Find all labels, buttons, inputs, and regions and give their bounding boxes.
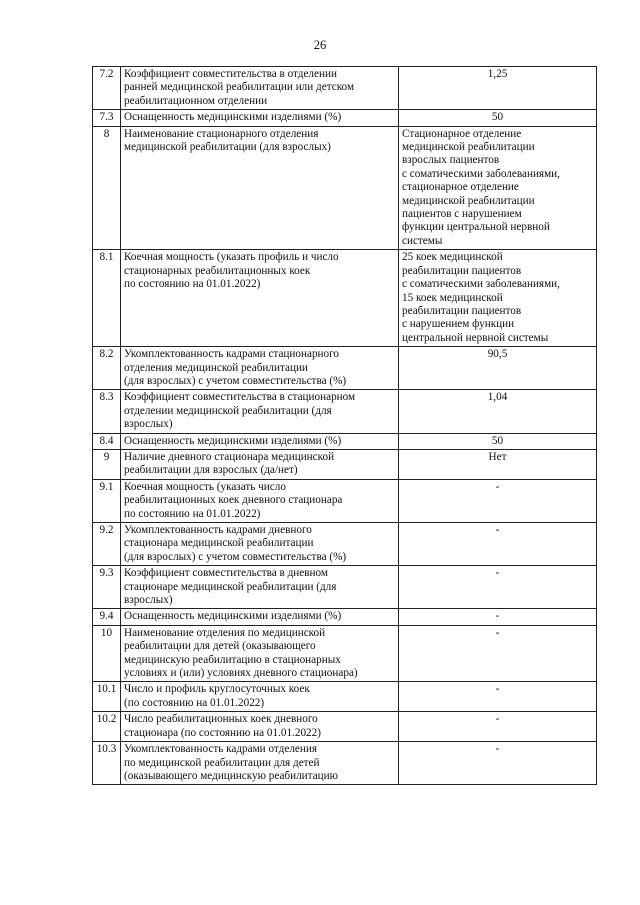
table-row [93, 390, 597, 433]
row-value: - [399, 479, 597, 522]
row-number: 9 [93, 449, 121, 479]
row-number: 10.1 [93, 682, 121, 712]
row-value: Нет [399, 449, 597, 479]
table-row [93, 433, 597, 449]
row-value: 1,04 [399, 390, 597, 433]
row-number: 10 [93, 625, 121, 682]
row-indicator-name: Коэффициент совместительства в стационарном отделении медицинской реабилитации (для взрослых) [121, 390, 399, 433]
row-number: 9.1 [93, 479, 121, 522]
row-value: Стационарное отделение медицинской реабилитации взрослых пациентов с соматическими заболеваниями, стационарное отделение медицинской реабилитации пациентов с нарушением функции центральной нервной системы [399, 126, 597, 250]
table-row [93, 682, 597, 712]
row-indicator-name: Наличие дневного стационара медицинской реабилитации для взрослых (да/нет) [121, 449, 399, 479]
table-row [93, 250, 597, 347]
row-indicator-name: Число и профиль круглосуточных коек (по состоянию на 01.01.2022) [121, 682, 399, 712]
row-value: - [399, 712, 597, 742]
row-number: 7.2 [93, 67, 121, 110]
row-number: 8.4 [93, 433, 121, 449]
row-number: 8.2 [93, 347, 121, 390]
table-row [93, 712, 597, 742]
row-indicator-name: Коечная мощность (указать число реабилитационных коек дневного стационара по состоянию на 01.01.2022) [121, 479, 399, 522]
row-value: - [399, 523, 597, 566]
table-row [93, 742, 597, 785]
row-value: - [399, 742, 597, 785]
row-value: 50 [399, 110, 597, 126]
row-value: - [399, 609, 597, 625]
row-value: 90,5 [399, 347, 597, 390]
row-indicator-name: Оснащенность медицинскими изделиями (%) [121, 110, 399, 126]
row-number: 10.3 [93, 742, 121, 785]
row-indicator-name: Укомплектованность кадрами дневного стационара медицинской реабилитации (для взрослых) с учетом совместительства (%) [121, 523, 399, 566]
row-indicator-name: Оснащенность медицинскими изделиями (%) [121, 433, 399, 449]
row-value: 50 [399, 433, 597, 449]
data-table [92, 66, 597, 785]
row-indicator-name: Укомплектованность кадрами стационарного отделения медицинской реабилитации (для взрослых) с учетом совместительства (%) [121, 347, 399, 390]
row-number: 9.2 [93, 523, 121, 566]
row-number: 8.3 [93, 390, 121, 433]
row-indicator-name: Наименование стационарного отделения медицинской реабилитации (для взрослых) [121, 126, 399, 250]
row-number: 9.3 [93, 566, 121, 609]
table-row [93, 609, 597, 625]
row-value: 25 коек медицинской реабилитации пациентов с соматическими заболеваниями, 15 коек медицинской реабилитации пациентов с нарушением функции центральной нервной системы [399, 250, 597, 347]
table-row [93, 449, 597, 479]
row-value: - [399, 625, 597, 682]
row-number: 7.3 [93, 110, 121, 126]
table-row [93, 566, 597, 609]
row-number: 8 [93, 126, 121, 250]
row-indicator-name: Оснащенность медицинскими изделиями (%) [121, 609, 399, 625]
table-row [93, 479, 597, 522]
row-indicator-name: Число реабилитационных коек дневного стационара (по состоянию на 01.01.2022) [121, 712, 399, 742]
row-indicator-name: Укомплектованность кадрами отделения по медицинской реабилитации для детей (оказывающего медицинскую реабилитацию [121, 742, 399, 785]
row-value: - [399, 566, 597, 609]
row-value: 1,25 [399, 67, 597, 110]
table-body [93, 67, 597, 785]
table-row [93, 126, 597, 250]
table-row [93, 67, 597, 110]
table-row [93, 110, 597, 126]
page-number: 26 [313, 38, 327, 52]
row-indicator-name: Коэффициент совместительства в отделении ранней медицинской реабилитации или детском реабилитационном отделении [121, 67, 399, 110]
table-row [93, 523, 597, 566]
table-row [93, 347, 597, 390]
row-value: - [399, 682, 597, 712]
row-indicator-name: Коечная мощность (указать профиль и число стационарных реабилитационных коек по состоянию на 01.01.2022) [121, 250, 399, 347]
row-indicator-name: Коэффициент совместительства в дневном стационаре медицинской реабилитации (для взрослых) [121, 566, 399, 609]
table-row [93, 625, 597, 682]
row-number: 8.1 [93, 250, 121, 347]
row-number: 10.2 [93, 712, 121, 742]
row-number: 9.4 [93, 609, 121, 625]
row-indicator-name: Наименование отделения по медицинской реабилитации для детей (оказывающего медицинскую реабилитацию в стационарных условиях и (или) условиях дневного стационара) [121, 625, 399, 682]
